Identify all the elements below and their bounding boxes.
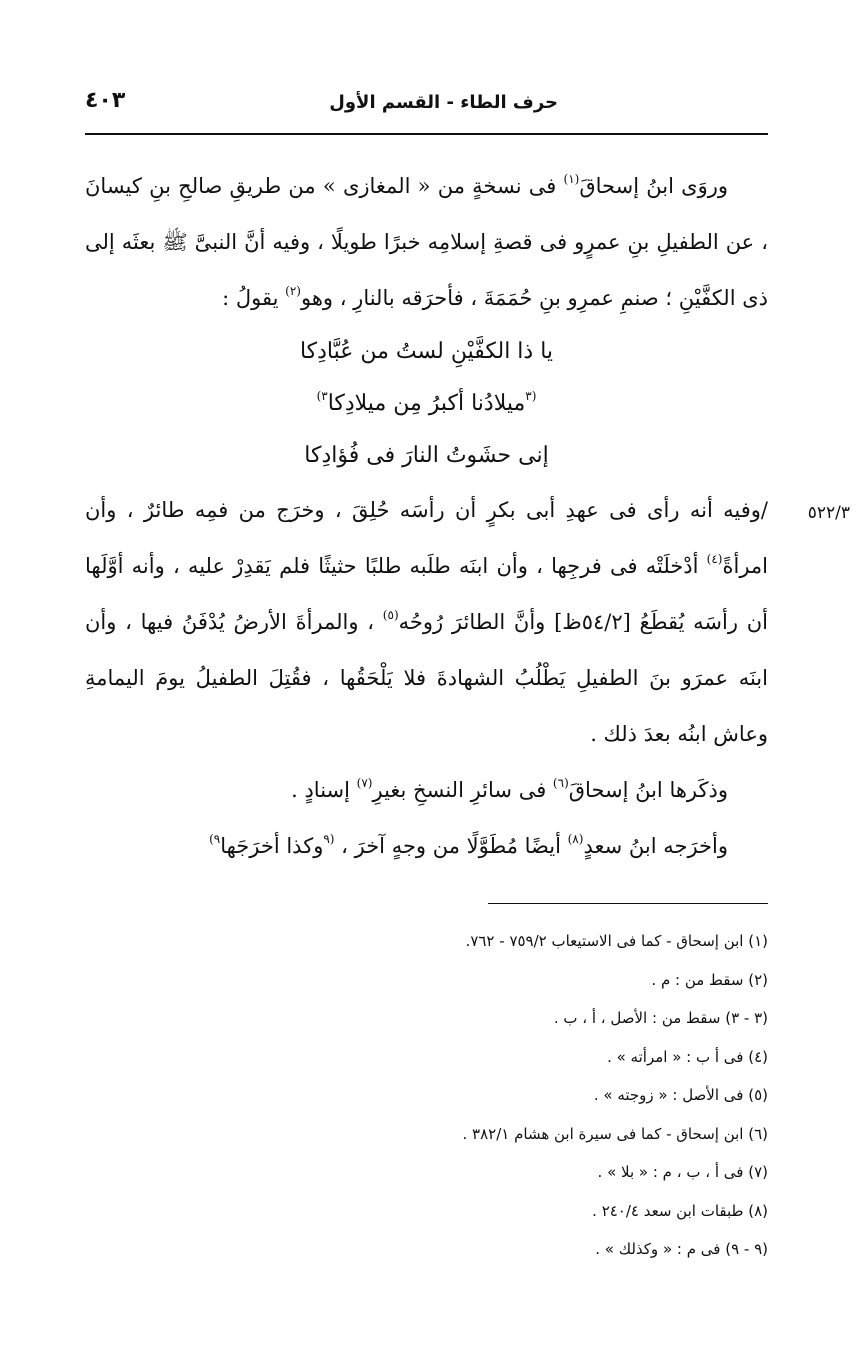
footnote-marker: (٣ bbox=[525, 389, 537, 403]
text-run: أيضًا مُطَوَّلًا من وجهٍ آخرَ ، bbox=[334, 834, 568, 858]
paragraph-2 bbox=[85, 482, 768, 762]
text-run: /وفيه أنه رأى فى عهدِ أبى بكرٍ أن رأسَه حُلِقَ ، وخرَج من فمِه طائرٌ ، وأن امرأةً bbox=[85, 498, 768, 578]
text-run: فى نسخةٍ من « المغازى » من طريقِ صالحِ بنِ كيسانَ ، عن الطفيلِ بنِ عمرٍو فى قصةِ إسلامِه خبرًا طويلًا ، وفيه أنَّ النبىَّ ﷺ بعثَه إلى ذى الكفَّيْنِ ؛ صنمِ عمرِو بنِ حُمَمَةَ ، فأحرَقه بالنارِ ، وهو bbox=[85, 174, 768, 310]
paragraph-4 bbox=[85, 818, 768, 874]
page-number: ٤٠٣ bbox=[85, 88, 126, 113]
footnote-marker: (٢) bbox=[285, 284, 301, 298]
footnote-item: (٦) ابن إسحاق - كما فى سيرة ابن هشام ٣٨٢/١ . bbox=[462, 1124, 768, 1143]
text-run: وذكَرها ابنُ إسحاقَ bbox=[568, 778, 728, 802]
footnote-item: (٣ - ٣) سقط من : الأصل ، أ ، ب . bbox=[553, 1009, 768, 1027]
text-run: يقولُ : bbox=[222, 286, 286, 310]
footnote-marker: (٦) bbox=[552, 776, 569, 790]
verse-line-2 bbox=[85, 378, 768, 430]
text-run: ، والمرأةَ الأرضُ يُدْفَنُ فيها ، وأن ابنَه عمرَو بنَ الطفيلِ يَطْلُبُ الشهادةَ فلا يَلْحَقُها ، فقُتِلَ الطفيلُ يومَ اليمامةِ وعاش ابنُه بعدَ ذلك . bbox=[85, 610, 768, 746]
text-run: وروَى ابنُ إسحاقَ bbox=[579, 174, 728, 198]
header-title: حرف الطاء - القسم الأول bbox=[329, 92, 558, 113]
text-run: وأخرَجه ابنُ سعدٍ bbox=[583, 834, 728, 858]
footnote-marker: ٩) bbox=[209, 832, 221, 846]
footnote-item: (٩ - ٩) فى م : « وكذلك » . bbox=[595, 1240, 768, 1258]
footnote-marker: (٤) bbox=[706, 552, 723, 566]
margin-reference: ٥٢٢/٣ bbox=[807, 503, 850, 523]
verse-line-3: إنى حشَوتُ النارَ فى فُؤادِكا bbox=[304, 443, 549, 468]
footnote-marker: (٥) bbox=[382, 608, 399, 622]
footnote-item: (٥) فى الأصل : « زوجته » . bbox=[593, 1086, 768, 1104]
footnote-marker: (٧) bbox=[356, 776, 373, 790]
footnote-item: (١) ابن إسحاق - كما فى الاستيعاب ٧٥٩/٢ - ٧٦٢. bbox=[465, 932, 768, 950]
footnote-marker: (٩ bbox=[323, 832, 335, 846]
header-rule bbox=[85, 133, 768, 135]
paragraph-3 bbox=[85, 762, 768, 818]
main-text bbox=[85, 158, 768, 874]
verse-line-1: يا ذا الكفَّيْنِ لستُ من عُبَّادِكا bbox=[299, 339, 554, 364]
footnotes bbox=[85, 922, 768, 1269]
text-run: ميلادُنا أكبرُ مِن ميلادِكا bbox=[327, 391, 526, 416]
footnote-marker: (١) bbox=[563, 172, 580, 186]
footnote-marker: (٨) bbox=[567, 832, 584, 846]
footnote-marker: ٣) bbox=[316, 389, 328, 403]
text-run: فى سائرِ النسخِ بغيرِ bbox=[372, 778, 553, 802]
text-run: أدْخلَتْه فى فرجِها ، وأن ابنَه طلَبه طلبًا حثيثًا فلم يَقدِرْ عليه ، وأنه أوَّلَها أن رأسَه يُقطَعُ [٥٤/٢ظ] وأنَّ الطائرَ رُوحُه bbox=[85, 554, 768, 634]
footnote-rule bbox=[488, 903, 768, 904]
paragraph-1 bbox=[85, 158, 768, 326]
text-run: وكذا أخرَجَها bbox=[220, 834, 324, 858]
footnote-item: (٨) طبقات ابن سعد ٢٤٠/٤ . bbox=[592, 1201, 768, 1220]
footnote-item: (٢) سقط من : م . bbox=[651, 970, 768, 989]
poem bbox=[85, 326, 768, 482]
running-header bbox=[85, 88, 768, 128]
text-run: إسنادٍ . bbox=[291, 778, 357, 802]
footnote-item: (٤) فى أ ب : « امرأته » . bbox=[607, 1047, 768, 1066]
footnote-item: (٧) فى أ ، ب ، م : « بلا » . bbox=[597, 1163, 768, 1181]
